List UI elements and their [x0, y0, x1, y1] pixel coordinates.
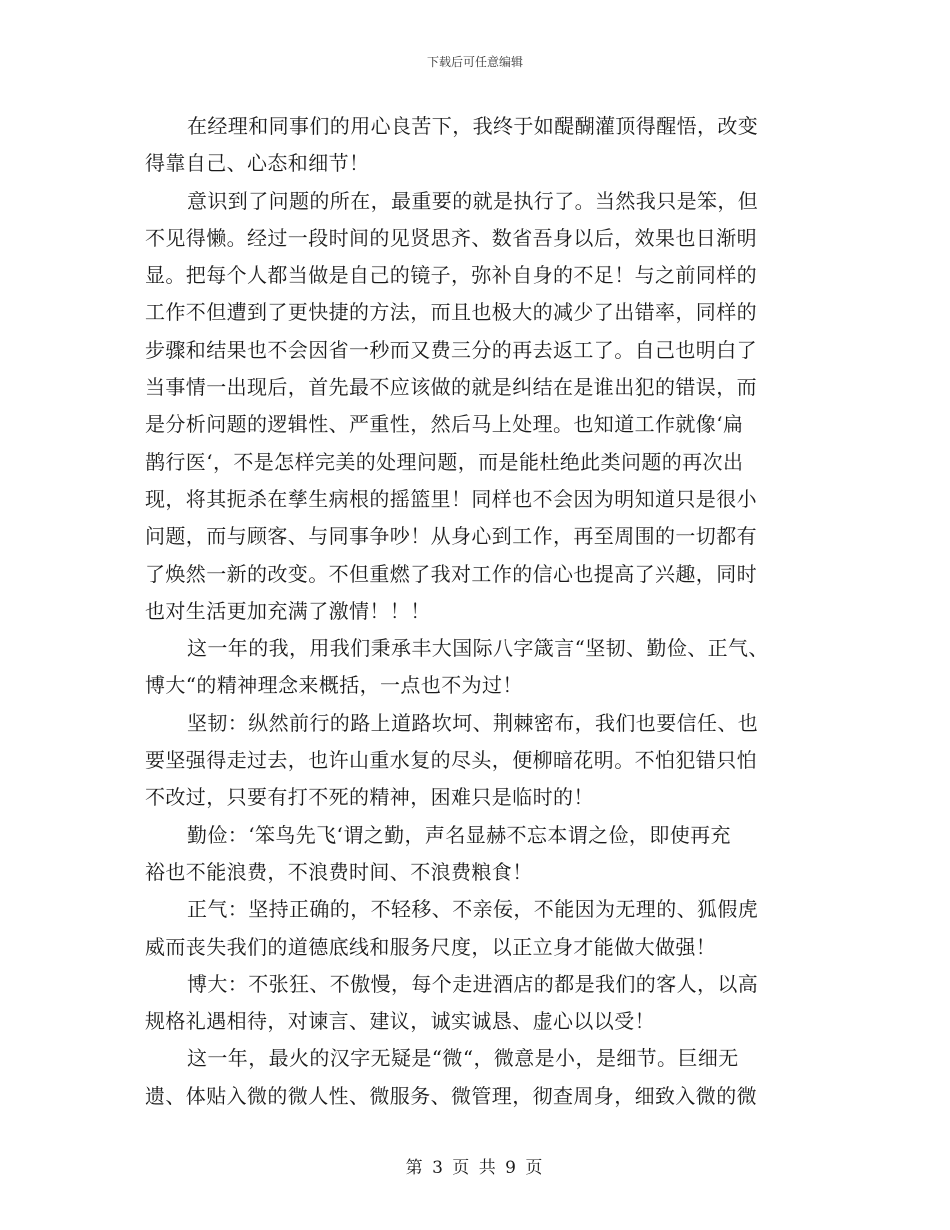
text-line: 不改过，只要有打不死的精神，困难只是临时的！	[145, 785, 594, 810]
text-line: 博大：不张狂、不傲慢，每个走进酒店的都是我们的客人，以高	[187, 971, 759, 996]
text-line: 遗、体贴入微的微人性、微服务、微管理，彻查周身，细致入微的微	[145, 1083, 757, 1108]
text-line: 显。把每个人都当做是自己的镜子，弥补自身的不足！与之前同样的	[145, 263, 757, 288]
text-line: 意识到了问题的所在，最重要的就是执行了。当然我只是笨，但	[187, 188, 759, 213]
text-line: 了焕然一新的改变。不但重燃了我对工作的信心也提高了兴趣，同时	[145, 561, 757, 586]
text-line: 也对生活更加充满了激情！！！	[145, 598, 431, 623]
page-footer: 第 3 页 共 9 页	[405, 1158, 545, 1178]
text-line: 鹊行医‘，不是怎样完美的处理问题，而是能杜绝此类问题的再次出	[145, 449, 744, 474]
text-line: 问题，而与顾客、与同事争吵！从身心到工作，再至周围的一切都有	[145, 524, 757, 549]
text-line: 坚韧：纵然前行的路上道路坎坷、荆棘密布，我们也要信任、也	[187, 710, 759, 735]
text-line: 威而丧失我们的道德底线和服务尺度，以正立身才能做大做强！	[145, 934, 717, 959]
text-line: 这一年，最火的汉字无疑是“微“，微意是小，是细节。巨细无	[187, 1046, 739, 1071]
text-line: 在经理和同事们的用心良苦下，我终于如醍醐灌顶得醒悟，改变	[187, 114, 759, 138]
text-line: 现，将其扼杀在孳生病根的摇篮里！同样也不会因为明知道只是很小	[145, 486, 757, 511]
page-header: 下载后可任意编辑	[426, 55, 523, 69]
text-line: 不见得懒。经过一段时间的见贤思齐、数省吾身以后，效果也日渐明	[145, 225, 757, 250]
text-line: 正气：坚持正确的，不轻移、不亲佞，不能因为无理的、狐假虎	[187, 897, 759, 922]
text-line: 是分析问题的逻辑性、严重性，然后马上处理。也知道工作就像‘扁	[145, 412, 744, 437]
text-line: 裕也不能浪费，不浪费时间、不浪费粮食！	[145, 859, 533, 884]
body-text	[145, 108, 810, 1115]
text-line: 规格礼遇相待，对谏言、建议，诚实诚恳、虚心以以受！	[145, 1009, 655, 1034]
text-line: 这一年的我，用我们秉承丰大国际八字箴言“坚韧、勤俭、正气、	[187, 636, 769, 661]
text-line: 当事情一出现后，首先最不应该做的就是纠结在是谁出犯的错误，而	[145, 375, 757, 400]
text-line: 勤俭：‘笨鸟先飞‘谓之勤，声名显赫不忘本谓之俭，即使再充	[187, 822, 731, 847]
text-line: 工作不但遭到了更快捷的方法，而且也极大的减少了出错率，同样的	[145, 300, 757, 325]
text-line: 得靠自己、心态和细节！	[145, 151, 370, 176]
text-line: 步骤和结果也不会因省一秒而又费三分的再去返工了。自己也明白了	[145, 337, 757, 362]
text-line: 要坚强得走过去，也许山重水复的尽头，便柳暗花明。不怕犯错只怕	[145, 748, 757, 773]
text-line: 博大“的精神理念来概括，一点也不为过！	[145, 673, 523, 698]
